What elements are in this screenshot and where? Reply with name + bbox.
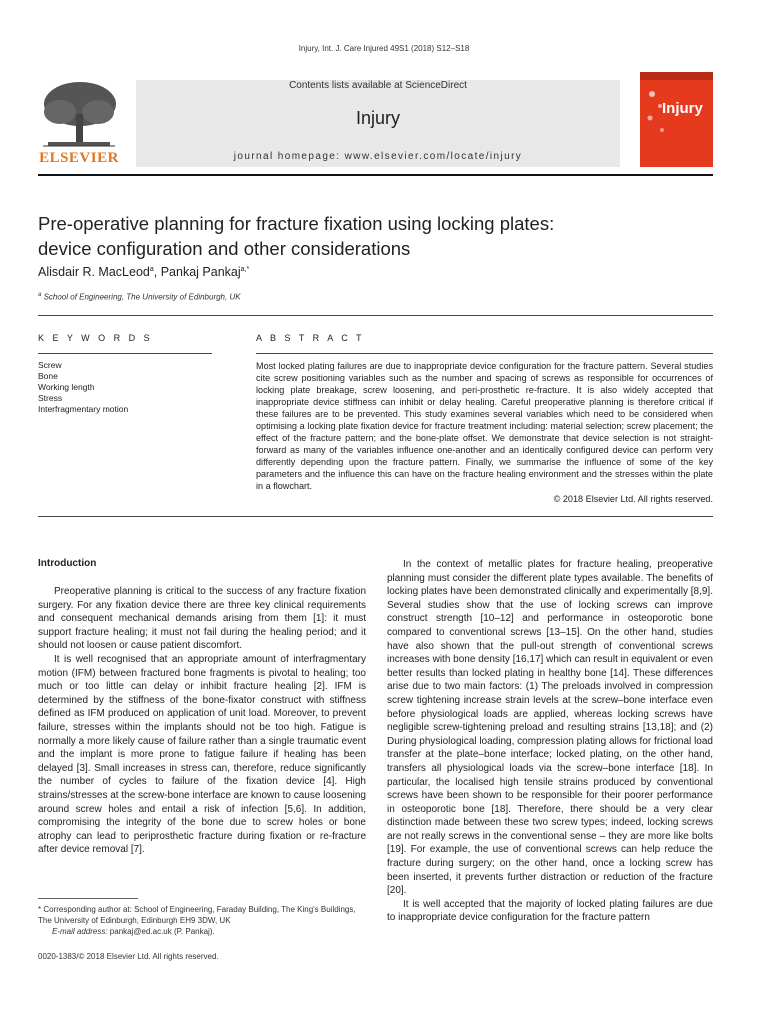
abstract-bottom-rule [38, 516, 713, 517]
keywords-rule [38, 353, 212, 354]
affiliation [38, 292, 241, 302]
title-line-2: device configuration and other considerations [38, 238, 411, 259]
title-rule [38, 315, 713, 316]
contents-line: Contents lists available at ScienceDirect [289, 80, 467, 91]
body-paragraph: In the context of metallic plates for fracture healing, preoperative planning must consider the different plate types available. The benefits of locking plates have been demonstrated clinically and experimentally [8,9]. Several studies show that the use of locking screws can improve construct strength [10–12] and performance in osteoporotic bone compared to conventional screws [13–15]. On the other hand, studies have also shown that the pull-out strength of conventional screws increases with bone density [16,17] which can result in equivalent or even better results than locked plating in healthy bone [14]. These differences arise due to two main factors: (1) The preloads involved in compression screw tightening increase strain levels at the screw–bone interface even before physiological loads are applied, whereas locking screws have negligible screw-tightening preload and resulting strains [13,18]; and (2) During physiological loading, compression plating allows for frictional load transfer at the plate–bone interface; locked plating, on the other hand, transfers all physiological loads via the screw–bone interface [18]. In particular, the localised high tensile strains produced by conventional screws have been shown to be responsible for their poorer performance in osteoporotic bone [18]. Therefore, there should be a very clear distinction made between these two screw types; indeed, locking screws are not really screws in the conventional sense – they are more like bolts [19]. For example, the use of conventional screws can help reduce the fracture during surgery; on the other hand, once a locking screw has been inserted, it prevents further distraction or reduction of the fracture [20]. [387, 559, 713, 897]
footnote-email-line [38, 926, 366, 937]
abstract-text: Most locked plating failures are due to inappropriate device configuration for the fracture pattern. Several studies cite screw positioning variables such as the number and spacing of screws as responsible for occurrences of locking plate breakage, screw loosening, and peri-prosthetic re-fracture. It is also widely accepted that inappropriate device stiffness can inhibit or delay healing. Careful preoperative planning is therefore critical if these failures are to be prevented. This study examines several variables which need to be considered when optimising a locking plate fixation device for fracture treatment including: material selection; screw placement; the effect of the fracture pattern; and the bone-plate offset. We demonstrate that device selection is not straight-forward as many of the variables influence one-another and an identically configured device can perform very differently depending upon the fracture pattern. Finally, we summarise the influence of some of the key parameters and the influence this can have on the fracture healing environment and the stresses within the plate in a flowchart. [256, 361, 713, 491]
abstract-rule [256, 353, 713, 354]
body-right-column [387, 558, 713, 925]
section-heading-introduction: Introduction [38, 558, 97, 569]
author-2-sup: a,* [240, 265, 250, 273]
authors [38, 265, 249, 279]
cover-title: Injury [662, 100, 703, 117]
affiliation-text: School of Engineering, The University of Edinburgh, UK [41, 292, 241, 302]
header-rule [38, 174, 713, 176]
footnote-corresponding [38, 904, 366, 926]
author-1-sup: a [149, 265, 154, 273]
footnote-star: * [38, 905, 42, 914]
footnote-email[interactable]: pankaj@ed.ac.uk (P. Pankaj). [107, 927, 215, 936]
keyword-item: Screw [38, 360, 62, 370]
keywords-list [38, 360, 128, 415]
issn-line: 0020-1383/© 2018 Elsevier Ltd. All rights reserved. [38, 952, 219, 961]
body-paragraph: It is well recognised that an appropriate amount of interfragmentary motion (IFM) between fractured bone fragments is pivotal to healing; too much or too little can delay or inhibit fracture healing [2]. IFM is determined by the stiffness of the bone-fixator construct with stiffness defined as IFM produced on application of unit load. Moreover, to prevent failure, stresses within the implants should not be too high. Fatigue is normally a more likely cause of failure rather than a single traumatic event and the implant is more prone to fatigue failure if healing has been delayed [3]. Small increases in stress can, therefore, reduce significantly the number of cycles to failure of the fixation device [4]. High strains/stresses at the screw-bone interface are known to cause loosening around screw holes and entail a risk of infection [5,6]. In addition, compromising the integrity of the bone due to screw holes or bone atrophy can lead to periprosthetic fracture during fixation or re-fracture after device removal [7]. [38, 653, 366, 856]
keyword-item: Interfragmentary motion [38, 404, 129, 414]
footnote-email-label: E-mail address: [52, 927, 108, 936]
author-2[interactable]: , Pankaj Pankaj [153, 265, 241, 279]
abstract-copyright: © 2018 Elsevier Ltd. All rights reserved. [553, 494, 713, 504]
journal-name: Injury [355, 108, 400, 128]
journal-homepage-link[interactable]: journal homepage: www.elsevier.com/locate/injury [233, 151, 523, 162]
footnote-rule [38, 898, 138, 899]
author-1[interactable]: Alisdair R. MacLeod [38, 265, 150, 279]
journal-citation: Injury, Int. J. Care Injured 49S1 (2018) S12–S18 [298, 44, 470, 53]
body-paragraph: It is well accepted that the majority of locked plating failures are due to inappropriate device configuration for the fracture pattern [387, 898, 713, 924]
cover-band [640, 72, 713, 80]
affiliation-sup: a [38, 292, 42, 298]
body-paragraph: Preoperative planning is critical to the success of any fracture fixation surgery. For any fixation device there are three key clinical requirements and consequent mechanical demands arising from them [1]: it must support fracture healing; it must not fail during the healing period; and it should not loosen or cause patient discomfort. [38, 586, 366, 652]
keyword-item: Working length [38, 382, 95, 392]
title-line-1: Pre-operative planning for fracture fixation using locking plates: [38, 213, 555, 234]
footnote-corresponding-text: Corresponding author at: School of Engineering, Faraday Building, The King's Buildings, The University of Edinburgh, Edinburgh EH9 3DW, UK [38, 905, 356, 925]
body-left-column [38, 585, 366, 857]
keyword-item: Bone [38, 371, 58, 381]
keyword-item: Stress [38, 393, 63, 403]
abstract-heading: A B S T R A C T [256, 333, 365, 343]
footnote [38, 904, 366, 937]
publisher-logo-text: ELSEVIER [39, 150, 119, 166]
journal-cover [640, 72, 713, 167]
article-title [38, 211, 718, 261]
keywords-heading: K E Y W O R D S [38, 333, 153, 343]
